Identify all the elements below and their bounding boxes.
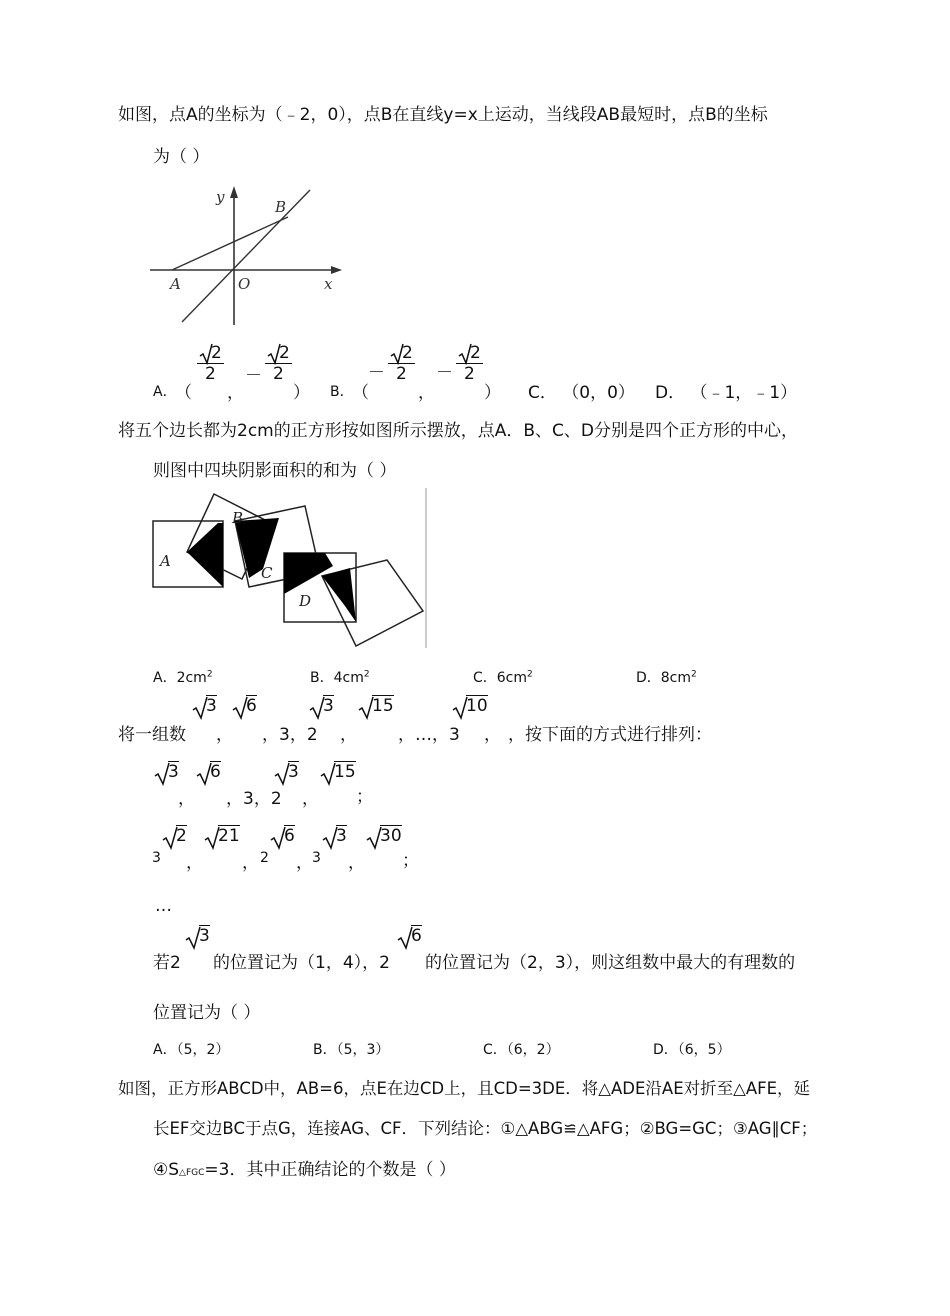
comma: ，	[340, 725, 357, 745]
q1-option-b-fraction-2: $\frac{2}{2}$	[456, 343, 483, 384]
sqrt-3: 3	[274, 762, 299, 782]
q4-stem-line1: 如图，正方形ABCD中，AB=6，点E在边CD上，且CD=3DE．将△ADE沿AE对折至△AFE，延	[118, 1079, 811, 1098]
coefficient: 2	[260, 850, 269, 866]
q3-position-prefix: 若2	[153, 953, 181, 973]
q1-option-a-fraction-2: $\frac{2}{2}$	[265, 343, 292, 384]
sqrt-6: 6	[270, 826, 295, 846]
sqrt-10: 10	[452, 696, 488, 716]
sqrt-2: 2	[162, 826, 187, 846]
semicolon: ；	[402, 851, 419, 871]
sqrt-3: 3	[192, 696, 217, 716]
q2-option-d: D．$8cm^2$	[636, 669, 697, 686]
q2-figure-label-a: A	[160, 552, 171, 570]
q1-option-c: C． （0，0）	[528, 383, 635, 403]
q2-stem-line2: 则图中四块阴影面积的和为（ ）	[153, 461, 397, 481]
sequence-text: ，…，3	[398, 725, 460, 745]
comma: ，	[242, 853, 259, 873]
q1-option-d: D． （﹣1，﹣1）	[655, 383, 798, 403]
q2-figure-label-b: B	[232, 509, 244, 527]
q2-option-c: C．$6cm^2$	[473, 669, 533, 686]
sqrt-30: 30	[366, 826, 402, 846]
q1-option-b-minus-1: －	[368, 363, 385, 383]
q3-ellipsis: …	[155, 896, 172, 916]
q2-stem-line1: 将五个边长都为2cm的正方形按如图所示摆放，点A．B、C、D分别是四个正方形的中心，	[118, 421, 798, 441]
q3-intro-suffix: ，按下面的方式进行排列：	[508, 725, 712, 745]
comma: ，	[296, 853, 313, 873]
sqrt-6: 6	[397, 926, 422, 946]
q1-option-a-fraction-1: $\frac{2}{2}$	[197, 343, 224, 384]
q3-option-b: B．（5，3）	[313, 1042, 390, 1058]
q3-position-suffix: 的位置记为（2，3），则这组数中最大的有理数的	[425, 953, 796, 973]
comma: ，	[302, 789, 319, 809]
q2-squares-figure	[150, 488, 430, 650]
q1-option-a-minus: －	[245, 366, 262, 386]
q3-option-a: A．（5，2）	[153, 1042, 230, 1058]
q1-option-b-fraction-1: $\frac{2}{2}$	[388, 343, 415, 384]
sqrt-21: 21	[204, 826, 240, 846]
q1-option-b-paren-open: （	[352, 383, 369, 403]
sqrt-3: 3	[322, 826, 347, 846]
sqrt-3: 3	[309, 696, 334, 716]
sqrt-6: 6	[232, 696, 257, 716]
q3-position-line2: 位置记为（ ）	[153, 1003, 261, 1023]
comma: ，	[186, 853, 203, 873]
q1-graph-label-a: A	[170, 275, 181, 293]
q2-figure-label-d: D	[299, 592, 312, 610]
sqrt-3: 3	[185, 926, 210, 946]
q2-option-b: B．$4cm^2$	[310, 669, 370, 686]
q3-option-c: C．（6，2）	[483, 1042, 560, 1058]
sqrt-sign: 2	[267, 343, 290, 363]
sqrt-3: 3	[154, 762, 179, 782]
q1-option-a-paren-close: ）	[293, 383, 310, 403]
q1-option-a-letter: A．	[153, 384, 177, 400]
q4-stem-line2: 长EF交边BC于点G，连接AG、CF．下列结论：①△ABG≌△AFG；②BG=GC；③AG∥CF；	[153, 1119, 818, 1138]
subscript: △FGC	[179, 1168, 205, 1178]
q1-graph-label-y: y	[216, 188, 225, 206]
coefficient: 3	[152, 850, 161, 866]
comma: ，	[348, 853, 365, 873]
sequence-text: ，3，2	[262, 725, 318, 745]
sqrt-sign: 2	[390, 343, 413, 363]
q1-stem-line1: 如图，点A的坐标为（﹣2，0），点B在直线y=x上运动，当线段AB最短时，点B的坐标	[118, 105, 768, 125]
q3-option-d: D．（6，5）	[653, 1042, 731, 1058]
q1-option-b-comma: ，	[418, 383, 435, 403]
sqrt-15: 15	[320, 762, 356, 782]
q3-intro-sequence	[188, 696, 508, 746]
q1-option-b-letter: B．	[330, 384, 354, 400]
q1-option-b-paren-close: ）	[484, 383, 501, 403]
q1-stem-line2: 为（ ）	[153, 147, 210, 167]
q3-intro-prefix: 将一组数	[118, 725, 186, 745]
sqrt-sign: 2	[458, 343, 481, 363]
sqrt-6: 6	[196, 762, 221, 782]
semicolon: ；	[356, 787, 373, 807]
coefficient: 3	[312, 850, 321, 866]
sqrt-sign: 2	[199, 343, 222, 363]
sqrt-15: 15	[358, 696, 394, 716]
q4-stem-line3: ④S△FGC=3．其中正确结论的个数是（ ）	[153, 1160, 456, 1180]
sequence-text: ，3，2	[226, 789, 282, 809]
q1-graph-label-o: O	[238, 275, 251, 293]
q1-option-b-minus-2: －	[436, 363, 453, 383]
q3-row-1	[150, 762, 390, 808]
q3-position-middle: 的位置记为（1，4），2	[213, 953, 390, 973]
q1-option-a-comma: ，	[227, 383, 244, 403]
comma: ，	[216, 725, 233, 745]
comma: ，	[178, 789, 195, 809]
q1-option-a-paren-open: （	[175, 383, 192, 403]
q1-graph-label-x: x	[324, 275, 333, 293]
comma: ，	[484, 725, 501, 745]
q1-coordinate-graph	[150, 182, 350, 328]
q3-row-2	[150, 826, 430, 872]
q1-graph-label-b: B	[275, 198, 287, 216]
q3-position-line	[153, 926, 853, 976]
q2-option-a: A．$2cm^2$	[153, 669, 213, 686]
q2-figure-label-c: C	[261, 564, 273, 582]
